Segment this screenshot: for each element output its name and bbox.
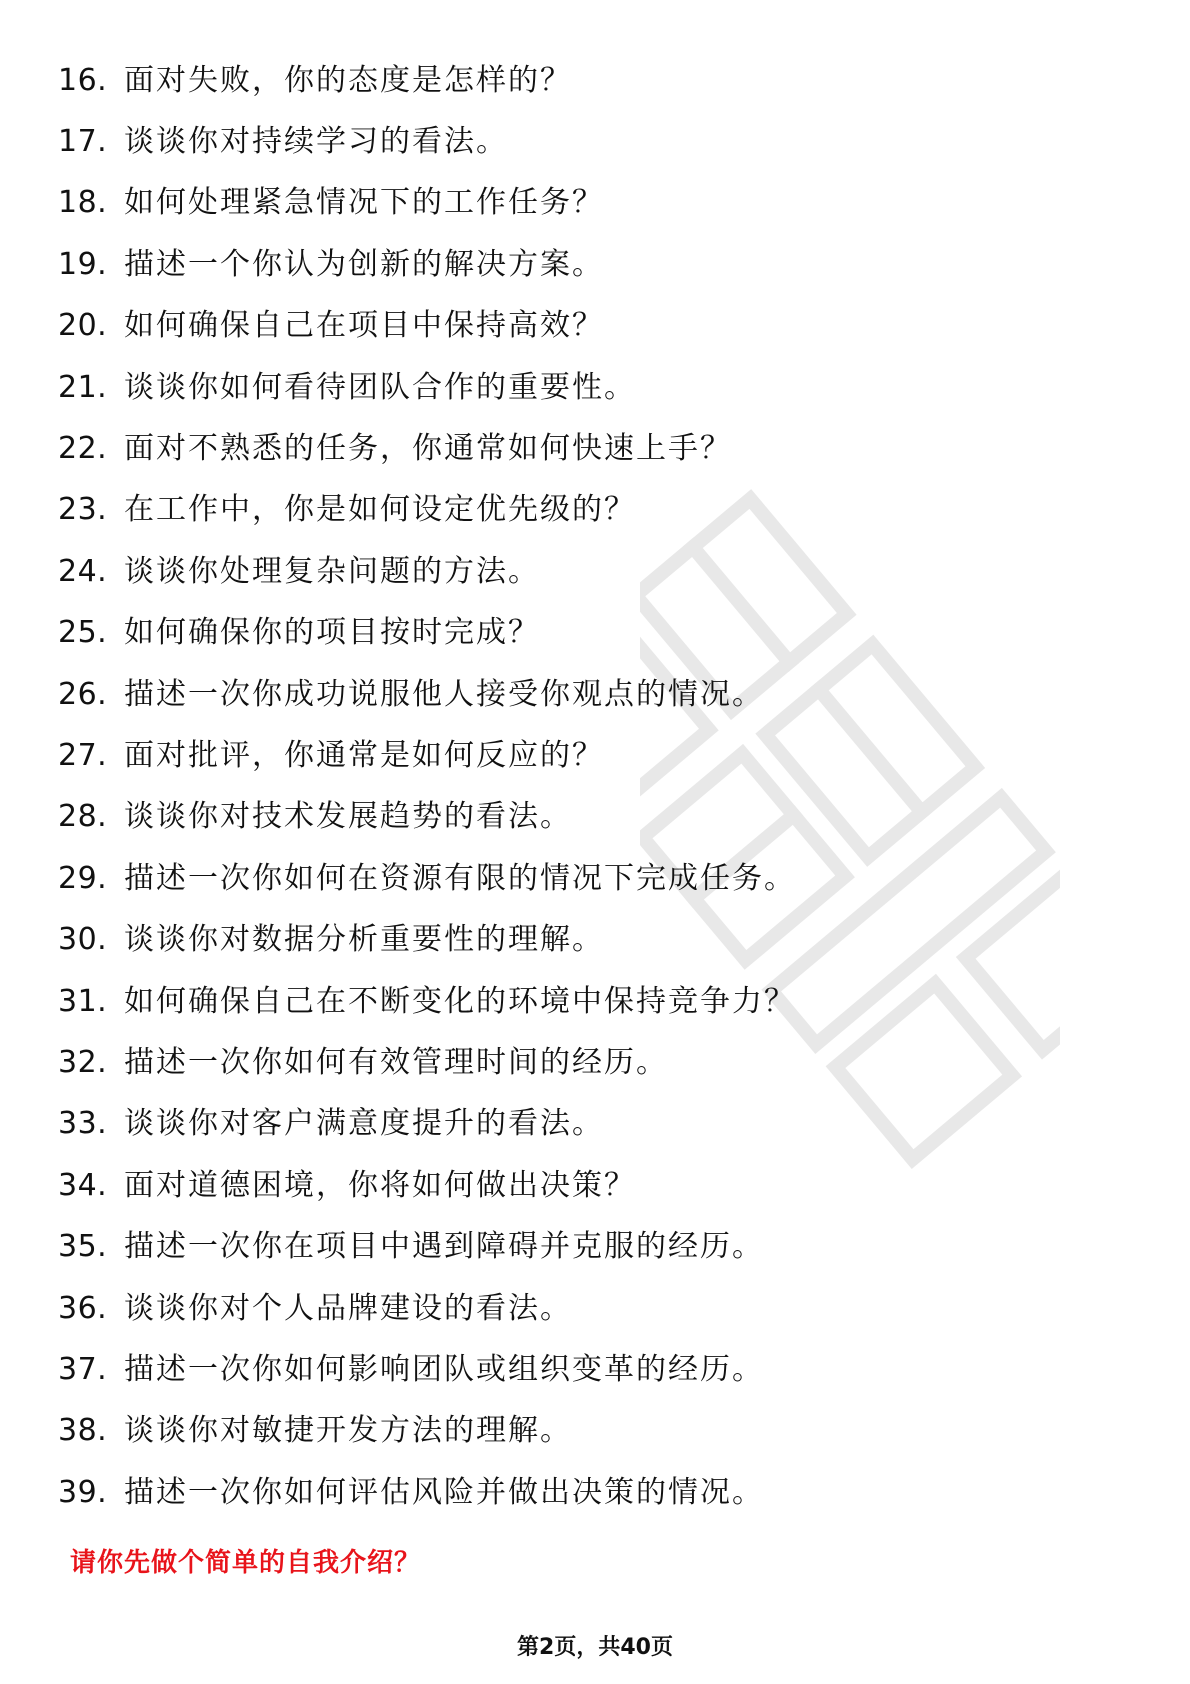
question-number: 26.	[58, 676, 108, 712]
question-text: 如何处理紧急情况下的工作任务？	[124, 185, 604, 221]
question-number: 17.	[58, 124, 108, 160]
question-text: 描述一次你如何影响团队或组织变革的经历。	[124, 1351, 764, 1387]
question-number: 22.	[58, 431, 108, 467]
question-list	[58, 50, 1138, 1523]
question-number: 19.	[58, 246, 108, 282]
question-number: 39.	[58, 1474, 108, 1510]
question-text: 谈谈你如何看待团队合作的重要性。	[124, 369, 636, 405]
question-item	[58, 1401, 1138, 1462]
question-text: 谈谈你对个人品牌建设的看法。	[124, 1290, 572, 1326]
question-text: 面对失败，你的态度是怎样的？	[124, 62, 572, 98]
question-number: 20.	[58, 308, 108, 344]
question-text: 面对不熟悉的任务，你通常如何快速上手？	[124, 431, 732, 467]
question-text: 如何确保自己在项目中保持高效？	[124, 308, 604, 344]
question-number: 31.	[58, 983, 108, 1019]
question-item	[58, 541, 1138, 602]
question-text: 描述一次你如何在资源有限的情况下完成任务。	[124, 860, 796, 896]
question-text: 描述一次你如何有效管理时间的经历。	[124, 1044, 668, 1080]
question-item	[58, 1032, 1138, 1093]
question-number: 27.	[58, 737, 108, 773]
question-text: 在工作中，你是如何设定优先级的？	[124, 492, 636, 528]
question-item	[58, 418, 1138, 479]
question-text: 描述一次你成功说服他人接受你观点的情况。	[124, 676, 764, 712]
question-text: 谈谈你处理复杂问题的方法。	[124, 553, 540, 589]
highlight-question: 请你先做个简单的自我介绍？	[70, 1548, 422, 1578]
question-text: 描述一个你认为创新的解决方案。	[124, 246, 604, 282]
question-number: 32.	[58, 1044, 108, 1080]
question-item	[58, 1278, 1138, 1339]
question-number: 36.	[58, 1290, 108, 1326]
question-text: 如何确保自己在不断变化的环境中保持竞争力？	[124, 983, 796, 1019]
question-text: 谈谈你对客户满意度提升的看法。	[124, 1106, 604, 1142]
question-item	[58, 1094, 1138, 1155]
question-text: 谈谈你对技术发展趋势的看法。	[124, 799, 572, 835]
question-text: 谈谈你对敏捷开发方法的理解。	[124, 1413, 572, 1449]
question-item	[58, 50, 1138, 111]
question-item	[58, 1155, 1138, 1216]
question-item	[58, 480, 1138, 541]
question-item	[58, 787, 1138, 848]
question-number: 33.	[58, 1106, 108, 1142]
question-text: 面对道德困境，你将如何做出决策？	[124, 1167, 636, 1203]
question-item	[58, 848, 1138, 909]
question-text: 如何确保你的项目按时完成？	[124, 615, 540, 651]
question-text: 面对批评，你通常是如何反应的？	[124, 737, 604, 773]
question-item	[58, 1339, 1138, 1400]
question-text: 描述一次你如何评估风险并做出决策的情况。	[124, 1474, 764, 1510]
question-text: 描述一次你在项目中遇到障碍并克服的经历。	[124, 1229, 764, 1265]
question-item	[58, 1216, 1138, 1277]
question-number: 23.	[58, 492, 108, 528]
question-item	[58, 111, 1138, 172]
question-text: 谈谈你对持续学习的看法。	[124, 124, 508, 160]
question-item	[58, 1462, 1138, 1523]
question-number: 18.	[58, 185, 108, 221]
question-number: 21.	[58, 369, 108, 405]
page-footer: 第2页，共40页	[517, 1635, 673, 1660]
question-item	[58, 357, 1138, 418]
question-item	[58, 725, 1138, 786]
question-number: 38.	[58, 1413, 108, 1449]
question-item	[58, 664, 1138, 725]
question-number: 35.	[58, 1229, 108, 1265]
question-number: 37.	[58, 1351, 108, 1387]
question-item	[58, 173, 1138, 234]
question-number: 29.	[58, 860, 108, 896]
question-item	[58, 971, 1138, 1032]
question-item	[58, 603, 1138, 664]
question-item	[58, 234, 1138, 295]
question-number: 34.	[58, 1167, 108, 1203]
question-number: 24.	[58, 553, 108, 589]
question-text: 谈谈你对数据分析重要性的理解。	[124, 922, 604, 958]
question-item	[58, 909, 1138, 970]
question-number: 16.	[58, 62, 108, 98]
question-number: 28.	[58, 799, 108, 835]
question-number: 30.	[58, 922, 108, 958]
question-item	[58, 296, 1138, 357]
question-number: 25.	[58, 615, 108, 651]
